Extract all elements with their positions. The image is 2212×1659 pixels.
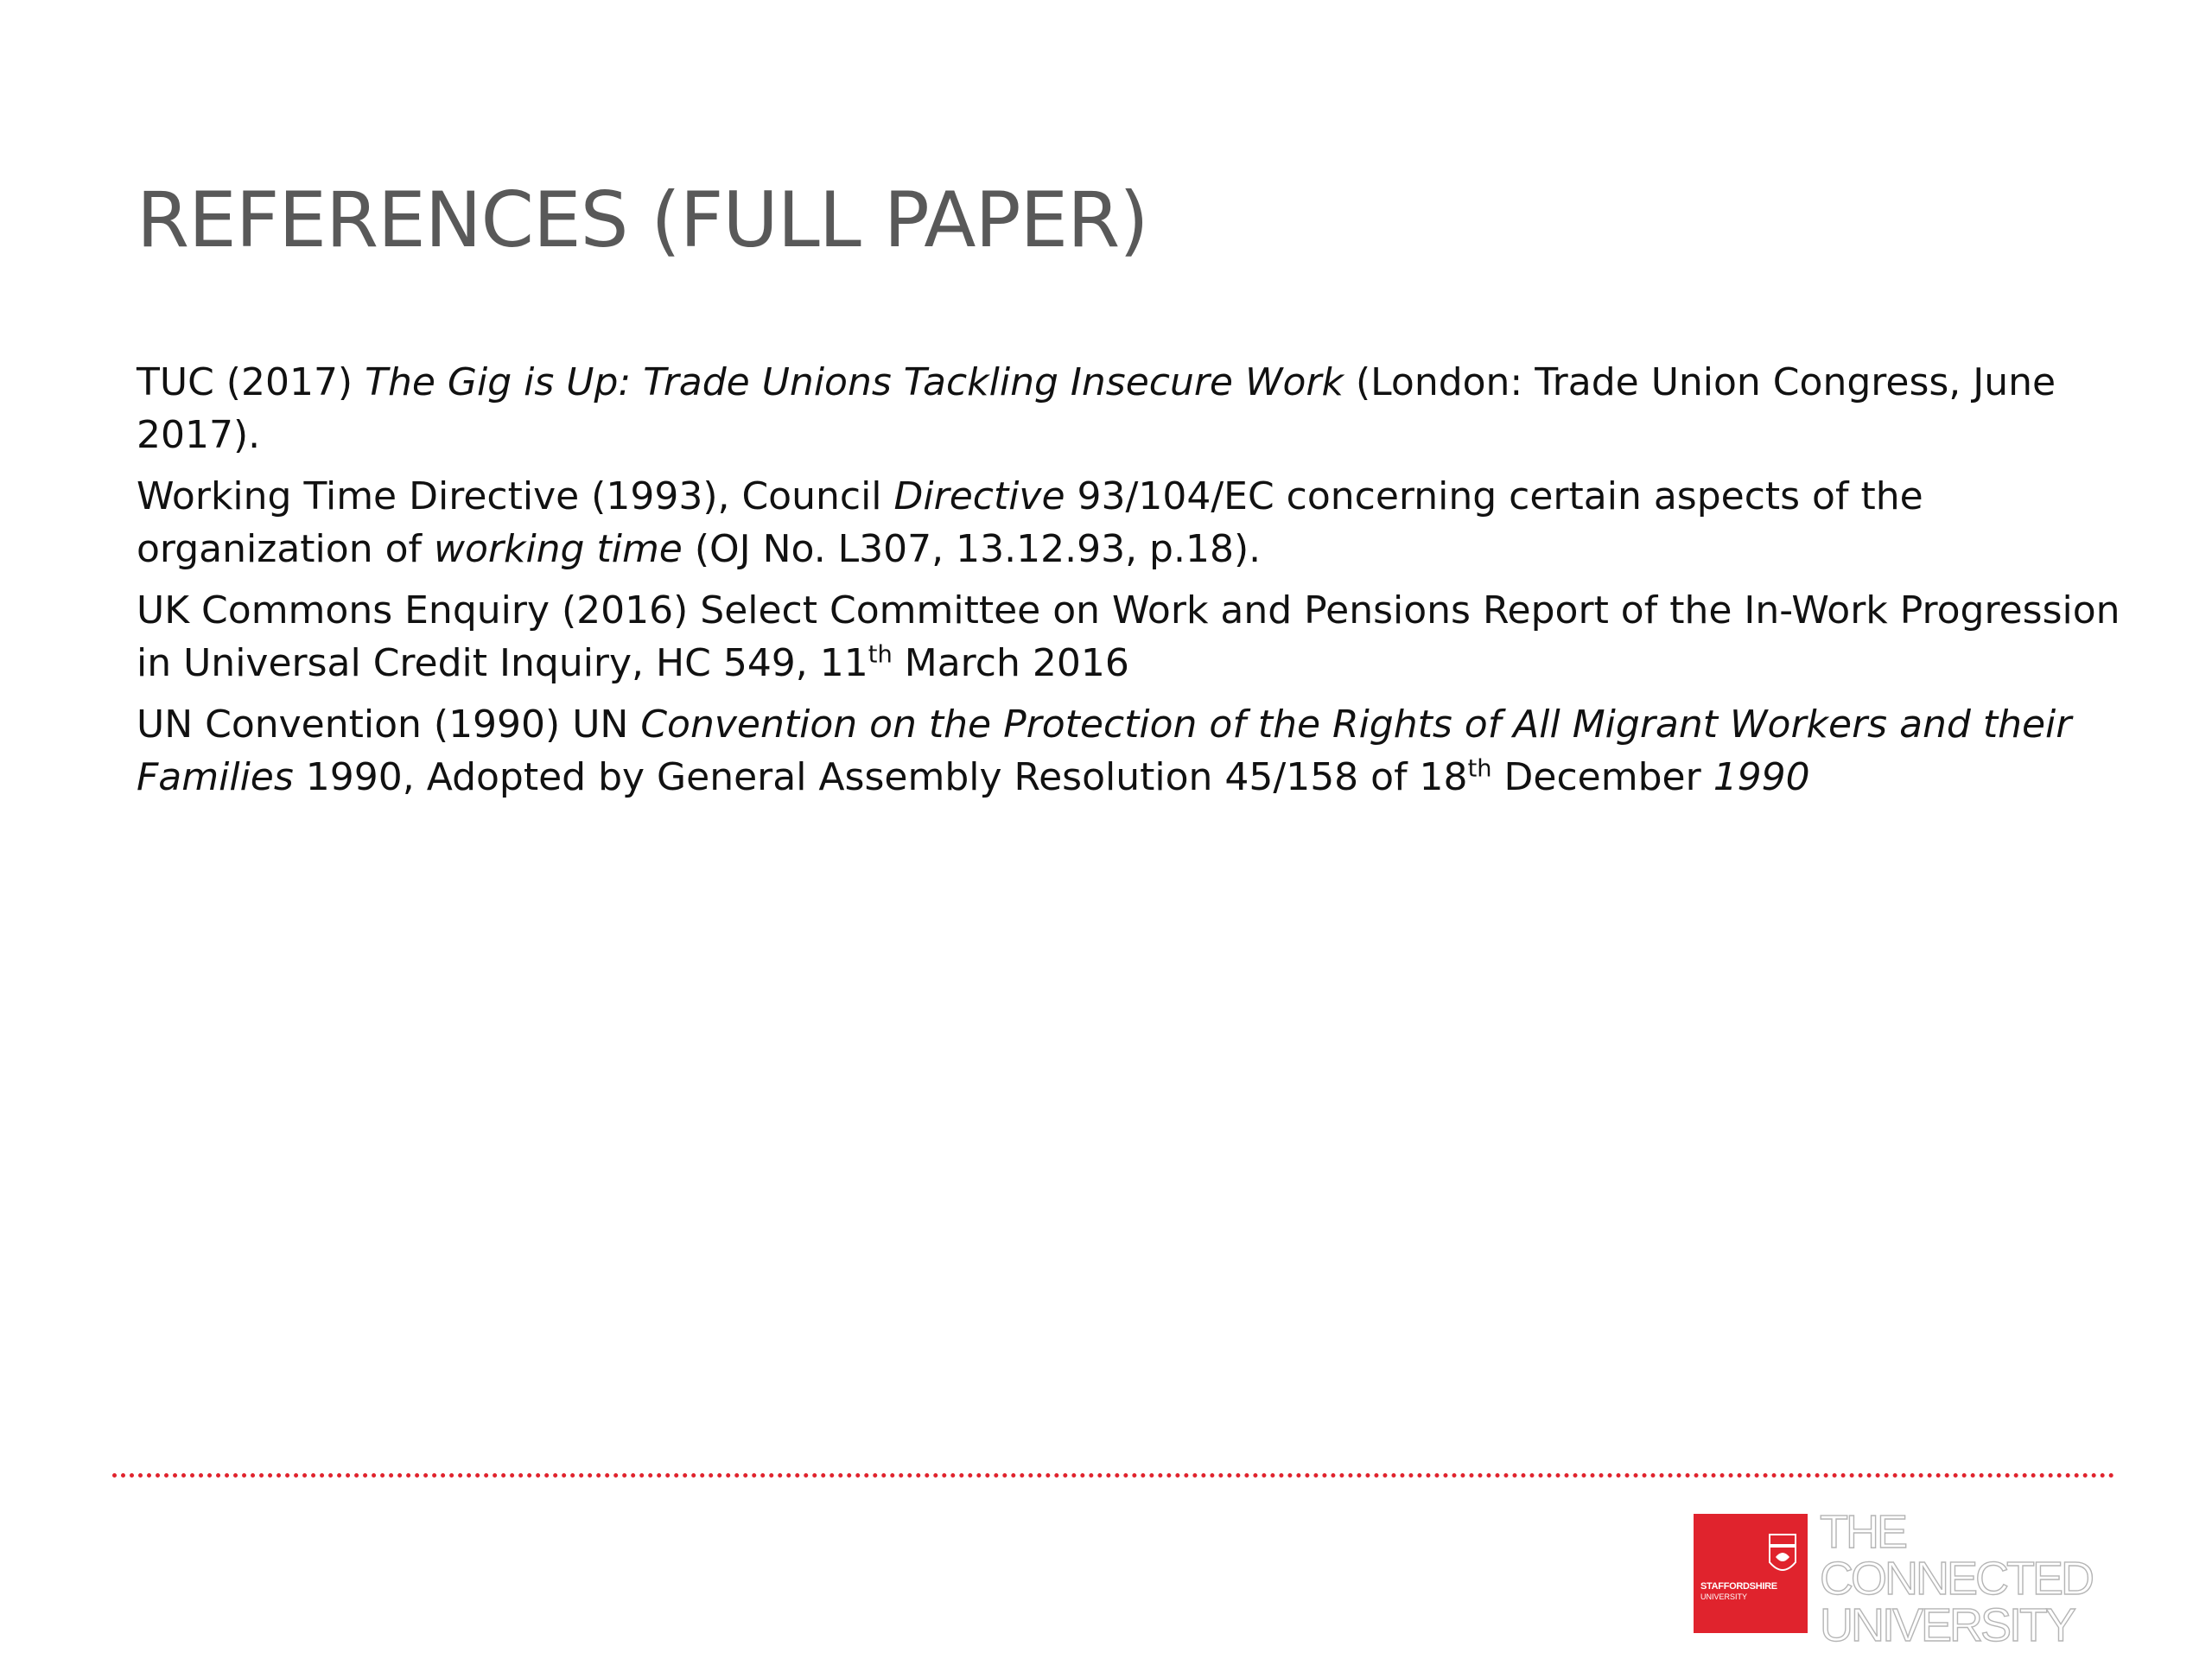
tagline-line-3: UNIVERSITY: [1820, 1599, 2075, 1651]
ref-text: 1990, Adopted by General Assembly Resolution 45/158 of 18: [293, 755, 1468, 799]
reference-working-time-directive: [137, 470, 2124, 575]
logo-name-text: STAFFORDSHIRE: [1700, 1581, 1777, 1592]
references-list: [137, 356, 2124, 812]
tagline-line-1: THE: [1820, 1506, 1905, 1558]
logo-sub-text: UNIVERSITY: [1700, 1592, 1748, 1601]
ref-text: March 2016: [892, 641, 1129, 685]
ref-text: Working Time Directive (1993), Council: [137, 474, 894, 518]
ref-title-italic: Directive: [893, 474, 1065, 518]
ref-year-italic: 1990: [1713, 755, 1810, 799]
ref-text: December: [1491, 755, 1713, 799]
staffordshire-logo: [1694, 1514, 1808, 1633]
footer-divider: [112, 1473, 2115, 1478]
reference-tuc-2017: [137, 356, 2124, 461]
ref-ordinal-suffix: th: [1467, 755, 1492, 783]
slide-title: REFERENCES (FULL PAPER): [137, 175, 1148, 264]
footer-logo: [1692, 1506, 2124, 1651]
ref-text: (OJ No. L307, 13.12.93, p.18).: [682, 527, 1262, 571]
ref-ordinal-suffix: th: [868, 641, 893, 669]
tagline-line-2: CONNECTED: [1820, 1553, 2093, 1605]
ref-title-italic: The Gig is Up: Trade Unions Tackling Insecure Work: [365, 360, 1344, 404]
ref-text: UN Convention (1990) UN: [137, 702, 641, 747]
ref-text: 93/104/EC concerning certain aspects of the organization of: [137, 474, 1923, 571]
tagline: [1820, 1506, 2131, 1651]
ref-text: UK Commons Enquiry (2016) Select Committee on Work and Pensions Report of the In-Work Progression in Universal Credit Inquiry, HC 549, 11: [137, 588, 2120, 685]
ref-text: (London: Trade Union Congress, June 2017).: [137, 360, 2056, 457]
ref-text: TUC (2017): [137, 360, 365, 404]
ref-title-italic: working time: [433, 527, 683, 571]
ref-title-italic: Convention on the Protection of the Rights of All Migrant Workers and their Families: [137, 702, 2072, 799]
crest-icon: [1766, 1533, 1799, 1580]
reference-uk-commons-enquiry: [137, 584, 2124, 690]
reference-un-convention: [137, 698, 2124, 804]
